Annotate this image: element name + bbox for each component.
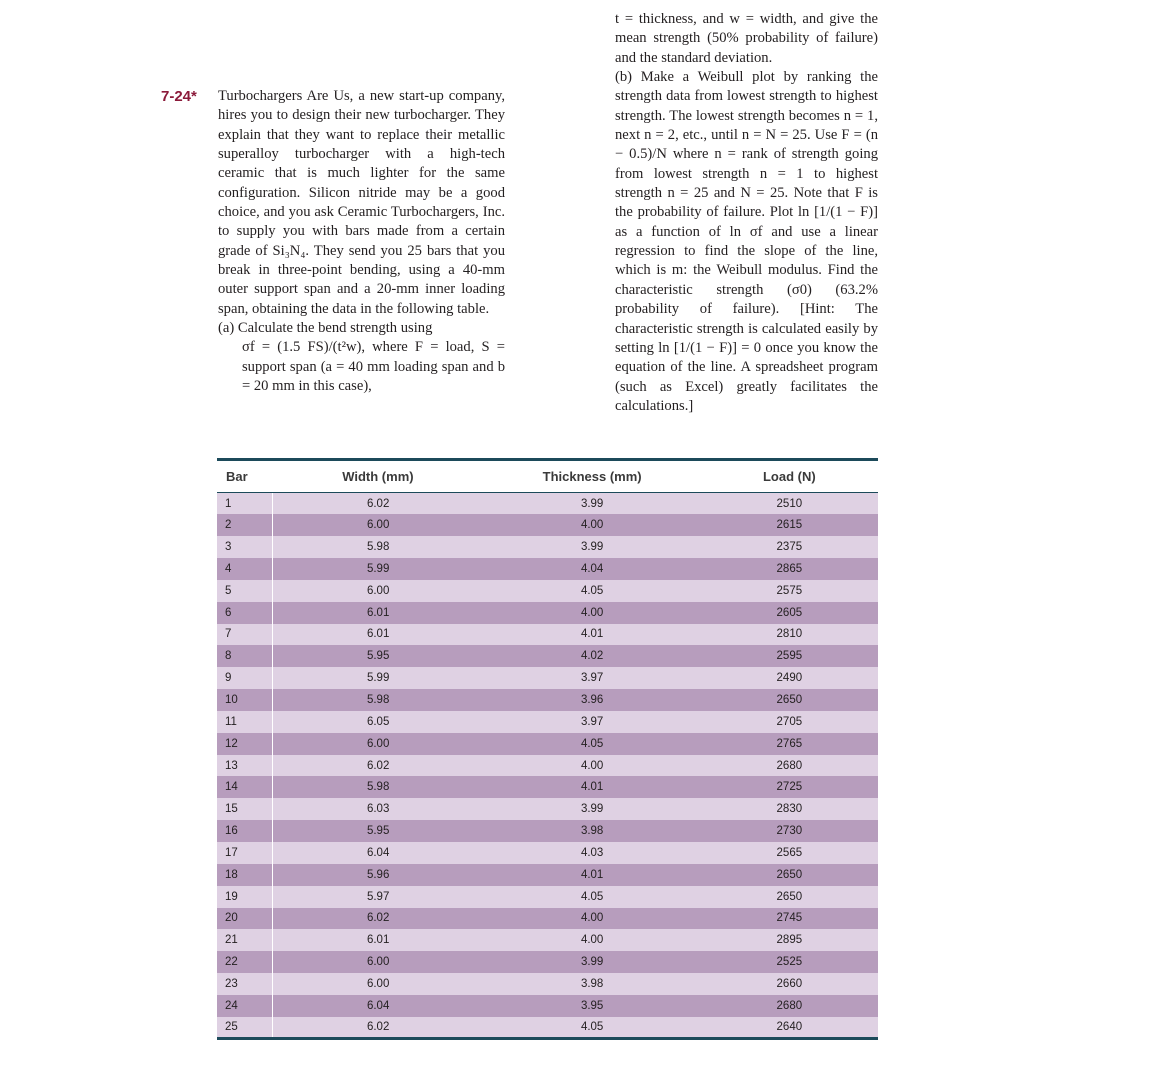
table-row xyxy=(217,886,878,908)
table-row xyxy=(217,733,878,755)
cell-bar: 10 xyxy=(217,689,272,711)
cell-thickness: 4.02 xyxy=(484,645,701,667)
cell-width: 6.01 xyxy=(272,624,483,646)
bar-data-table xyxy=(217,458,878,1040)
cell-width: 6.04 xyxy=(272,995,483,1017)
problem-number: 7-24* xyxy=(161,88,197,105)
cell-thickness: 3.98 xyxy=(484,973,701,995)
table-row xyxy=(217,908,878,930)
cell-bar: 4 xyxy=(217,558,272,580)
cell-load: 2705 xyxy=(701,711,878,733)
cell-width: 5.97 xyxy=(272,886,483,908)
cell-width: 6.00 xyxy=(272,973,483,995)
cell-load: 2490 xyxy=(701,667,878,689)
cell-width: 6.00 xyxy=(272,514,483,536)
cell-load: 2730 xyxy=(701,820,878,842)
cell-load: 2660 xyxy=(701,973,878,995)
cell-width: 6.00 xyxy=(272,580,483,602)
cell-bar: 20 xyxy=(217,908,272,930)
part-a-formula: σf = (1.5 FS)/(t²w), where F = load, S = support span (a = 40 mm loading span and b = 20 mm in this case), xyxy=(242,339,505,395)
cell-width: 5.99 xyxy=(272,558,483,580)
cell-bar: 8 xyxy=(217,645,272,667)
problem-statement: Turbochargers Are Us, a new start-up company, hires you to design their new turbocharger. They explain that they want to replace their metallic superalloy turbocharger with a high-tech ceramic that is much lighter for the same configuration. Silicon nitride may be a good choice, and you ask Ceramic Turbochargers, Inc. to supply you with bars made from a certain grade of Si₃N₄. They send you 25 bars that you break in three-point bending, using a 40-mm outer support span and a 20-mm inner loading span, obtaining the data in the following table. xyxy=(218,88,505,317)
table-row xyxy=(217,536,878,558)
cell-load: 2680 xyxy=(701,755,878,777)
table-row xyxy=(217,1017,878,1039)
part-b: (b) Make a Weibull plot by ranking the strength data from lowest strength to highest strength. The lowest strength becomes n = 1, next n = 2, etc., until n = N = 25. Use F = (n − 0.5)/N where n = rank of strength going from lowest strength n = 1 to highest strength n = 25 and N = 25. Note that F is the probability of failure. Plot ln [1/(1 − F)] as a function of ln σf and use a linear regression to find the slope of the line, which is m: the Weibull modulus. Find the characteristic strength (σ0) (63.2% probability of failure). [Hint: The characteristic strength is calculated easily by setting ln [1/(1 − F)] = 0 once you know the equation of the line. A spreadsheet program (such as Excel) greatly facilitates the calculations.] xyxy=(615,69,878,414)
cell-load: 2765 xyxy=(701,733,878,755)
cell-load: 2565 xyxy=(701,842,878,864)
cell-thickness: 4.05 xyxy=(484,733,701,755)
table-row xyxy=(217,602,878,624)
cell-thickness: 3.97 xyxy=(484,667,701,689)
cell-width: 6.02 xyxy=(272,908,483,930)
cell-thickness: 4.00 xyxy=(484,602,701,624)
cell-load: 2810 xyxy=(701,624,878,646)
cell-bar: 18 xyxy=(217,864,272,886)
cell-load: 2615 xyxy=(701,514,878,536)
cell-load: 2895 xyxy=(701,929,878,951)
cell-bar: 23 xyxy=(217,973,272,995)
table-row xyxy=(217,689,878,711)
table-row xyxy=(217,929,878,951)
cell-bar: 22 xyxy=(217,951,272,973)
cell-thickness: 4.05 xyxy=(484,1017,701,1039)
problem-right-column xyxy=(615,10,878,416)
cell-width: 5.95 xyxy=(272,820,483,842)
cell-load: 2830 xyxy=(701,798,878,820)
cell-width: 6.01 xyxy=(272,929,483,951)
cell-thickness: 3.99 xyxy=(484,798,701,820)
table-row xyxy=(217,493,878,515)
cell-thickness: 3.98 xyxy=(484,820,701,842)
cell-load: 2375 xyxy=(701,536,878,558)
cell-load: 2525 xyxy=(701,951,878,973)
table-row xyxy=(217,973,878,995)
cell-bar: 14 xyxy=(217,776,272,798)
cell-width: 6.03 xyxy=(272,798,483,820)
header-load: Load (N) xyxy=(701,460,878,493)
header-bar: Bar xyxy=(217,460,272,493)
part-a-continued: t = thickness, and w = width, and give the mean strength (50% probability of failure) and the standard deviation. xyxy=(615,11,878,66)
cell-bar: 6 xyxy=(217,602,272,624)
cell-thickness: 4.00 xyxy=(484,514,701,536)
cell-load: 2680 xyxy=(701,995,878,1017)
cell-width: 6.00 xyxy=(272,733,483,755)
cell-load: 2605 xyxy=(701,602,878,624)
cell-thickness: 3.95 xyxy=(484,995,701,1017)
cell-width: 6.00 xyxy=(272,951,483,973)
cell-thickness: 4.01 xyxy=(484,864,701,886)
table-row xyxy=(217,864,878,886)
table-row xyxy=(217,645,878,667)
cell-bar: 9 xyxy=(217,667,272,689)
cell-width: 6.01 xyxy=(272,602,483,624)
cell-load: 2640 xyxy=(701,1017,878,1039)
cell-bar: 15 xyxy=(217,798,272,820)
cell-width: 6.02 xyxy=(272,1017,483,1039)
cell-width: 5.99 xyxy=(272,667,483,689)
data-table-container xyxy=(217,458,878,1040)
cell-bar: 19 xyxy=(217,886,272,908)
cell-thickness: 4.03 xyxy=(484,842,701,864)
cell-load: 2745 xyxy=(701,908,878,930)
cell-load: 2510 xyxy=(701,493,878,515)
cell-bar: 25 xyxy=(217,1017,272,1039)
cell-thickness: 4.00 xyxy=(484,755,701,777)
cell-load: 2650 xyxy=(701,689,878,711)
cell-width: 5.95 xyxy=(272,645,483,667)
cell-bar: 5 xyxy=(217,580,272,602)
table-row xyxy=(217,580,878,602)
cell-width: 6.05 xyxy=(272,711,483,733)
table-row xyxy=(217,558,878,580)
cell-thickness: 3.96 xyxy=(484,689,701,711)
problem-left-column xyxy=(218,87,505,397)
cell-load: 2650 xyxy=(701,864,878,886)
table-row xyxy=(217,820,878,842)
cell-thickness: 3.99 xyxy=(484,951,701,973)
cell-bar: 13 xyxy=(217,755,272,777)
cell-load: 2575 xyxy=(701,580,878,602)
table-body xyxy=(217,493,878,1039)
cell-width: 5.98 xyxy=(272,776,483,798)
cell-load: 2650 xyxy=(701,886,878,908)
cell-bar: 16 xyxy=(217,820,272,842)
cell-thickness: 4.05 xyxy=(484,580,701,602)
table-row xyxy=(217,798,878,820)
cell-thickness: 3.99 xyxy=(484,493,701,515)
table-row xyxy=(217,667,878,689)
cell-bar: 3 xyxy=(217,536,272,558)
cell-bar: 17 xyxy=(217,842,272,864)
table-row xyxy=(217,711,878,733)
table-row xyxy=(217,776,878,798)
cell-width: 5.96 xyxy=(272,864,483,886)
table-row xyxy=(217,755,878,777)
cell-width: 6.02 xyxy=(272,755,483,777)
cell-thickness: 4.04 xyxy=(484,558,701,580)
header-width: Width (mm) xyxy=(272,460,483,493)
table-row xyxy=(217,624,878,646)
cell-thickness: 3.97 xyxy=(484,711,701,733)
cell-width: 6.04 xyxy=(272,842,483,864)
cell-load: 2725 xyxy=(701,776,878,798)
table-row xyxy=(217,995,878,1017)
cell-thickness: 3.99 xyxy=(484,536,701,558)
cell-bar: 11 xyxy=(217,711,272,733)
cell-thickness: 4.00 xyxy=(484,908,701,930)
cell-bar: 7 xyxy=(217,624,272,646)
cell-bar: 12 xyxy=(217,733,272,755)
cell-bar: 24 xyxy=(217,995,272,1017)
table-row xyxy=(217,514,878,536)
table-row xyxy=(217,951,878,973)
cell-width: 6.02 xyxy=(272,493,483,515)
cell-load: 2595 xyxy=(701,645,878,667)
cell-width: 5.98 xyxy=(272,689,483,711)
cell-bar: 21 xyxy=(217,929,272,951)
table-row xyxy=(217,842,878,864)
cell-bar: 2 xyxy=(217,514,272,536)
cell-bar: 1 xyxy=(217,493,272,515)
header-thickness: Thickness (mm) xyxy=(484,460,701,493)
cell-thickness: 4.01 xyxy=(484,776,701,798)
cell-thickness: 4.00 xyxy=(484,929,701,951)
cell-thickness: 4.05 xyxy=(484,886,701,908)
cell-load: 2865 xyxy=(701,558,878,580)
part-a-intro: (a) Calculate the bend strength using xyxy=(218,320,433,337)
cell-width: 5.98 xyxy=(272,536,483,558)
table-header-row xyxy=(217,460,878,493)
cell-thickness: 4.01 xyxy=(484,624,701,646)
